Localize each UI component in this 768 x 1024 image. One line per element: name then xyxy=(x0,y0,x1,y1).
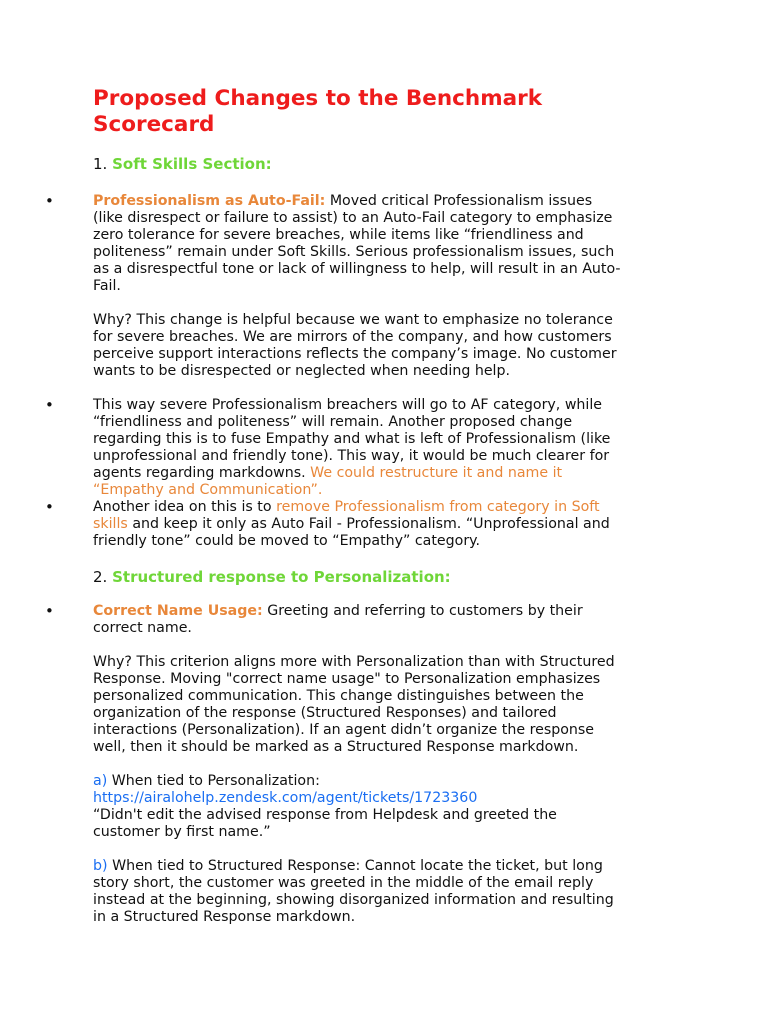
section-heading-personalization xyxy=(93,568,451,586)
bullet-marker: • xyxy=(45,602,54,620)
example-text: When tied to Structured Response: Cannot locate the ticket, but long story short, the customer was greeted in the middle of the email reply instead at the beginning, showing disorganized information and resulting in a Structured Response markdown. xyxy=(93,858,614,925)
paragraph-text: and keep it only as Auto Fail - Professionalism. “Unprofessional and friendly tone” could be moved to “Empathy” category. xyxy=(93,516,610,549)
paragraph-text: Moved critical Professionalism issues (like disrespect or failure to assist) to an Auto-Fail category to emphasize zero tolerance for severe breaches, while items like “friendliness and politeness” remain under Soft Skills. Serious professionalism issues, such as a disrespectful tone or lack of willingness to help, will result in an Auto- Fail. xyxy=(93,193,621,294)
section-number: 2. xyxy=(93,568,108,586)
example-a xyxy=(93,773,678,841)
page-title: Proposed Changes to the Benchmark Scorecard xyxy=(93,86,543,137)
example-marker: a) xyxy=(93,773,108,789)
paragraph-why-personalization: Why? This criterion aligns more with Personalization than with Structured Response. Moving "correct name usage" to Personalization emphasizes personalized communication. This change distinguishes between the organization of the response (Structured Responses) and tailored interactions (Personalization). If an agent didn’t organize the response well, then it should be marked as a Structured Response markdown. xyxy=(93,654,615,755)
paragraph-remove-professionalism xyxy=(93,499,678,550)
section-title: Structured response to Personalization: xyxy=(112,568,451,586)
highlight-text: remove Professionalism from category in Soft skills xyxy=(93,499,600,532)
paragraph-text: Greeting and referring to customers by their correct name. xyxy=(93,603,583,636)
example-quote: “Didn't edit the advised response from Helpdesk and greeted the customer by first name.” xyxy=(93,807,557,840)
highlight-text: We could restructure it and name it “Empathy and Communication”. xyxy=(93,465,563,498)
paragraph-professionalism-auto-fail xyxy=(93,193,678,295)
paragraph-label: Correct Name Usage: xyxy=(93,603,263,619)
paragraph-text: Another idea on this is to xyxy=(93,499,272,515)
paragraph-label: Professionalism as Auto-Fail: xyxy=(93,193,326,209)
ticket-link[interactable]: https://airalohelp.zendesk.com/agent/tickets/1723360 xyxy=(93,790,478,806)
example-b xyxy=(93,858,678,926)
bullet-marker: • xyxy=(45,498,54,516)
example-intro: When tied to Personalization: xyxy=(111,773,320,789)
example-marker: b) xyxy=(93,858,108,874)
section-number: 1. xyxy=(93,155,108,173)
section-title: Soft Skills Section: xyxy=(112,155,272,173)
paragraph-correct-name-usage xyxy=(93,603,678,637)
section-heading-soft-skills xyxy=(93,155,272,173)
paragraph-text: This way severe Professionalism breachers will go to AF category, while “friendliness and politeness” will remain. Another proposed change regarding this is to fuse Empathy and what is left of Professionalism (like unprofessional and friendly tone). This way, it would be much clearer for agents regarding markdowns. xyxy=(93,397,611,481)
paragraph-empathy-fusion xyxy=(93,397,678,499)
bullet-marker: • xyxy=(45,396,54,414)
bullet-marker: • xyxy=(45,192,54,210)
paragraph-why-professionalism: Why? This change is helpful because we want to emphasize no tolerance for severe breaches. We are mirrors of the company, and how customers perceive support interactions reflects the company’s image. No customer wants to be disrespected or neglected when needing help. xyxy=(93,312,617,379)
